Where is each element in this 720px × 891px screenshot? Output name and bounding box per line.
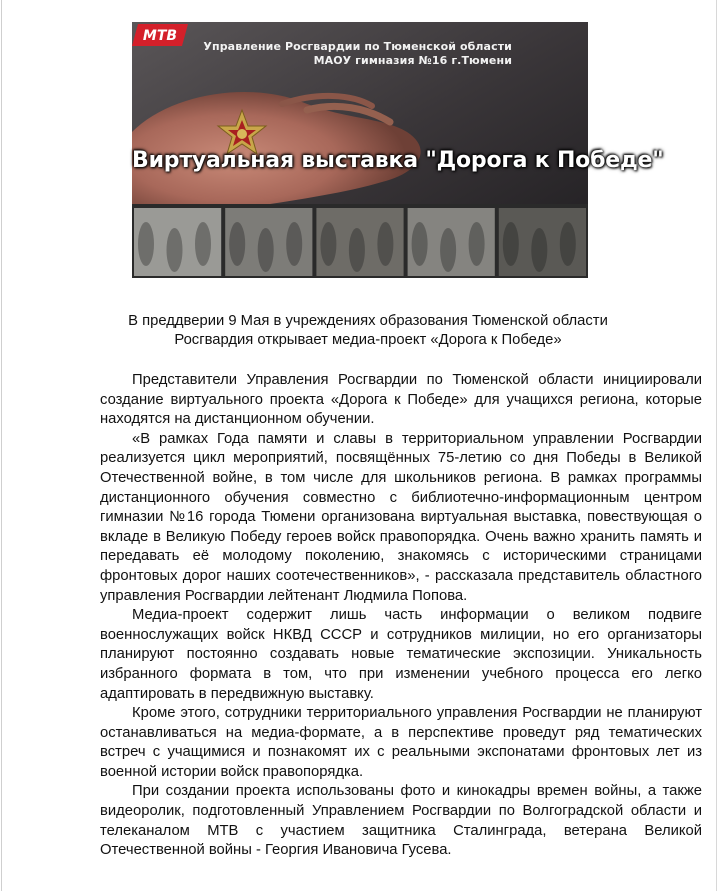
photo-thumb-5-figure [503,222,519,266]
exhibition-banner-image [132,22,664,278]
photo-thumb-3-figure [320,222,336,266]
photo-thumb-5-figure [531,228,547,272]
photo-thumb-2-figure [258,228,274,272]
photo-thumb-1-figure [167,228,183,272]
headline-line-1: В преддверии 9 Мая в учреждениях образования Тюменской области [128,313,608,329]
paragraph-5: При создании проекта использованы фото и кинокадры времен войны, а также видеоролик, подготовленный Управлением Росгвардии по Волгоградской области и телеканалом МТВ с участием защитника Сталинграда, ветерана Великой Отечественной войны - Георгия Ивановича Гусева. [100,783,702,859]
photo-thumb-2-figure [286,222,302,266]
paragraph-2: «В рамках Года памяти и славы в территориальном управлении Росгвардии реализуется цикл мероприятий, посвящённых 75-летию со дня Победы в Великой Отечественной войне, в том числе для школьников региона. В рамках программы дистанционного обучения совместно с библиотечно-информационным центром гимназии №16 города Тюмени организована виртуальная выставка, повествующая о вкладе в Великую Победу героев войск правопорядка. Очень важно хранить память и передавать её молодому поколению, знакомясь с историческими страницами фронтовых дорог наших соотечественников», - рассказала представитель областного управления Росгвардии лейтенант Людмила Попова. [100,430,702,604]
banner-organization-line: Управление Росгвардии по Тюменской области [203,40,512,53]
photo-thumb-4-figure [412,222,428,266]
article-headline [100,312,636,350]
photo-thumb-4-figure [469,222,485,266]
photo-thumb-5-figure [560,222,576,266]
page-right-edge [716,0,717,891]
paragraph-3: Медиа-проект содержит лишь часть информации о великом подвиге военнослужащих войск НКВД СССР и сотрудников милиции, но его организаторы планируют постоянно создавать новые тематические экспозиции. Уникальность избранного формата в том, что при изменении учебного процесса его легко адаптировать в передвижную выставку. [100,607,702,702]
photo-thumb-3-figure [349,228,365,272]
page-left-edge [1,0,2,891]
photo-thumb-2-figure [229,222,245,266]
mtv-logo [132,22,192,48]
photo-thumb-1-figure [138,222,154,266]
paragraph-1: Представители Управления Росгвардии по Тюменской области инициировали создание виртуального проекта «Дорога к Победе» для учащихся региона, которые находятся на дистанционном обучении. [100,372,702,428]
photo-thumb-3-figure [377,222,393,266]
banner-title: Виртуальная выставка "Дорога к Победе" [132,148,664,173]
photo-thumb-1-figure [195,222,211,266]
banner-school-line: МАОУ гимназия №16 г.Тюмени [313,54,512,67]
mtv-logo-text: МТВ [142,28,178,44]
paragraph-4: Кроме этого, сотрудники территориального управления Росгвардии не планируют останавливаться на медиа-формате, а в перспективе проведут ряд тематических встреч с учащимися и познакомят их с реальными экспонатами фронтовых лет из военной истории войск правопорядка. [100,705,702,780]
photo-thumb-4-figure [440,228,456,272]
article-body [100,371,702,861]
headline-line-2: Росгвардия открывает медиа-проект «Дорога к Победе» [174,332,562,348]
